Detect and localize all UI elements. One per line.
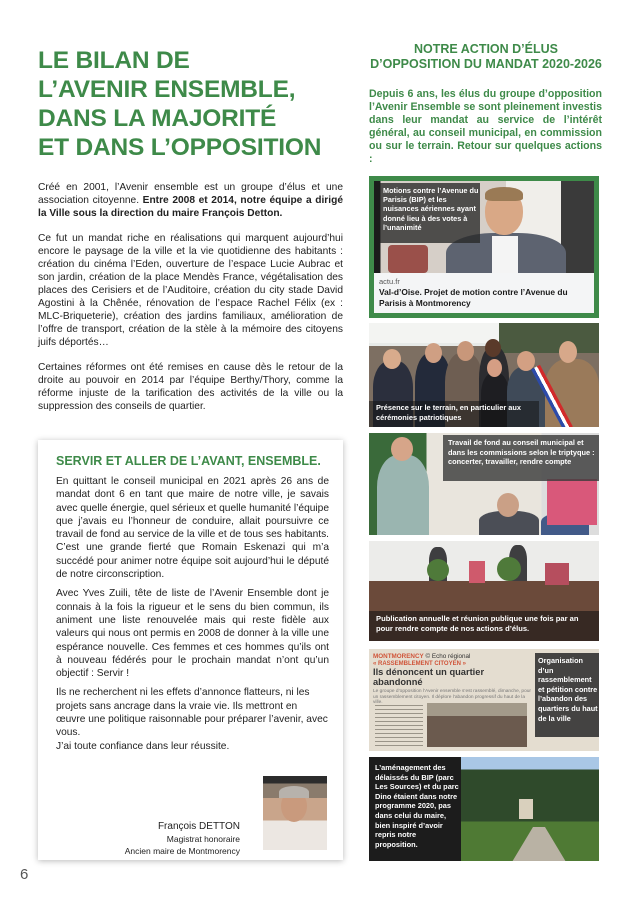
page-title [38, 46, 358, 162]
plant-shape [427, 559, 449, 581]
testimonial-paragraph: Avec Yves Zuili, tête de liste de l’Avenir Ensemble dont je connais à la fois la rigueur et le sens du bien commun, ils animent une liste renouvelée mais qui reste fidèle aux valeurs qui nous ont permis en 2008 de donner à la ville une espérance nouvelle. Ces femmes et ces hommes qu’ils ont à nouveau fédérés pour le prochain mandat n’ont qu’un objectif : Servir ! [56, 588, 329, 680]
newspaper-lead: Le groupe d’opposition l’Avenir ensemble s’est rassemblé, dimanche, pour un rassemblement citoyen. Il déplore l’abandon progressif du haut de la ville. [373, 689, 532, 705]
newspaper-city: MONTMORENCY [373, 653, 424, 660]
tent-shape [369, 323, 499, 343]
intro-highlight: Entre 2008 et 2014, notre équipe a dirigé la Ville sous la direction du maire François Detton. [38, 195, 343, 219]
person-head-shape [391, 437, 413, 461]
newspaper-clipping [373, 653, 533, 747]
intro-paragraph: Ce fut un mandat riche en réalisations qui marquent aujourd’hui encore le paysage de la ville et la vie quotidienne des habitants : création du cinéma l’Eden, ouverture de l’espace Lucie Aubrac et son jardin, création de la place Mendès France, végétalisation des places des Cerisiers et de l’Auditoire, création du city stade David Agostini à la Chênée, rénovation de l’espace Rachel Félix (ex : MLC-Briqueterie), création des jardins familiaux, amélioration de l’offre de transport, création de la stèle à la mémoire des citoyens juifs déportés… [38, 233, 343, 348]
action-card-petition [369, 649, 599, 751]
title-line: L’AVENIR ENSEMBLE, [38, 76, 296, 103]
action-card-parks [369, 757, 599, 861]
testimonial-closing: J’ai toute confiance dans leur réussite. [56, 740, 230, 752]
action-card-ceremonies [369, 323, 599, 427]
intro-paragraph: Certaines réformes ont été remises en cause dès le retour de la droite au pouvoir en 2014 par l’équipe Berthy/Thory, comme la réforme injuste de la tarification des activités de la ville ou la suppression des conseils de quartier. [38, 362, 343, 412]
section-title: NOTRE ACTION D’ÉLUS D’OPPOSITION DU MANDAT 2020-2026 [370, 42, 602, 71]
poster-shape [545, 563, 569, 585]
portrait-hair [279, 786, 309, 798]
person-head-shape [559, 341, 577, 363]
person-head-shape [487, 359, 502, 377]
title-line: LE BILAN DE [38, 47, 190, 74]
person-hair-shape [485, 187, 523, 201]
signature [125, 820, 240, 857]
title-line: ET DANS L’OPPOSITION [38, 134, 322, 161]
poster-shape [469, 561, 485, 583]
signature-role: Ancien maire de Montmorency [124, 846, 240, 856]
person-head-shape [497, 493, 519, 517]
title-line: DANS LA MAJORITÉ [38, 105, 277, 132]
person-head-shape [485, 339, 501, 357]
person-head-shape [425, 343, 442, 363]
card-caption: L’aménagement des délaissés du BIP (parc Les Sources) et du parc Dino étaient dans notre programme 2020, pas dans celui du maire, bien inspiré d’avoir repris notre proposition. [375, 763, 459, 849]
newspaper-source: © Echo régional [425, 653, 471, 660]
news-source: actu.fr [379, 277, 400, 286]
news-headline[interactable]: Val-d’Oise. Projet de motion contre l’Avenue du Parisis à Montmorency [379, 287, 568, 308]
plant-shape [497, 557, 521, 581]
trees-shape [499, 323, 599, 353]
newspaper-column-text [375, 705, 423, 747]
poster-shape [547, 479, 597, 525]
card-caption: Organisation d’un rassemblement et pétition contre l’abandon des quartiers du haut de la ville [538, 656, 598, 723]
chairs-shape [388, 245, 428, 273]
testimonial-body [56, 475, 329, 753]
person-shape [377, 455, 429, 535]
person-head-shape [457, 341, 474, 361]
testimonial-paragraph: En quittant le conseil municipal en 2021 après 26 ans de mandat dont 6 en tant que maire de notre ville, je savais avec quelle énergie, quel sérieux et quelle humanité l’équipe que j’avais eu l’honneur de conduire, allait poursuivre ce travail de fond au service de la ville et de tous ses habitants. C’est une grande fierté que Romain Eskenazi qui m’a succédé pour animer notre équipe soit aujourd’hui le député de notre circonscription. [56, 476, 329, 581]
action-card-council-work [369, 433, 599, 535]
testimonial-box [38, 440, 343, 860]
section-intro: Depuis 6 ans, les élus du groupe d’opposition l’Avenir Ensemble se sont pleinement investis dans leur mandat au service de l’intérêt général, au conseil municipal, en commission ou sur le terrain. Retour sur quelques actions : [369, 88, 602, 165]
portrait-photo [263, 776, 327, 850]
card-caption: Motions contre l’Avenue du Parisis (BIP) et les nuisances aériennes ayant donné lieu à des votes à l’unanimité [383, 186, 479, 232]
newspaper-photo [427, 703, 527, 747]
signature-role: Magistrat honoraire [166, 834, 240, 844]
page-number: 6 [20, 866, 29, 883]
action-card-motion[interactable] [369, 176, 599, 318]
person-head-shape [383, 349, 401, 369]
person-shape [492, 236, 518, 273]
intro-text: Créé en 2001, l’Avenir ensemble est un groupe d’élus et une association citoyenne. [38, 182, 343, 206]
testimonial-paragraph: Ils ne recherchent ni les effets d’annonce flatteurs, ni les projets sans ancrage dans la vraie vie. Ils mettront en œuvre une politique raisonnable pour préparer l’avenir, avec vous. [56, 687, 328, 739]
park-path-shape [509, 827, 569, 861]
card-caption: Travail de fond au conseil municipal et dans les commissions selon le triptyque : concerter, travailler, rendre compte [448, 438, 595, 466]
news-article-preview[interactable] [374, 273, 594, 313]
testimonial-title: SERVIR ET ALLER DE L’AVANT, ENSEMBLE. [56, 454, 321, 468]
intro-section [38, 181, 343, 425]
newspaper-kicker: « RASSEMBLEMENT CITOYEN » [373, 661, 466, 667]
newspaper-header [373, 653, 533, 661]
news-photo [374, 181, 594, 273]
intro-paragraph [38, 181, 343, 220]
card-caption: Publication annuelle et réunion publique une fois par an pour rendre compte de nos actions d’élus. [376, 614, 579, 633]
card-caption: Présence sur le terrain, en particulier aux cérémonies patriotiques [376, 403, 522, 422]
signature-name: François DETTON [157, 821, 240, 832]
newspaper-headline: Ils dénoncent un quartier abandonné [373, 667, 485, 687]
monument-shape [519, 799, 533, 819]
action-card-public-meeting [369, 541, 599, 641]
